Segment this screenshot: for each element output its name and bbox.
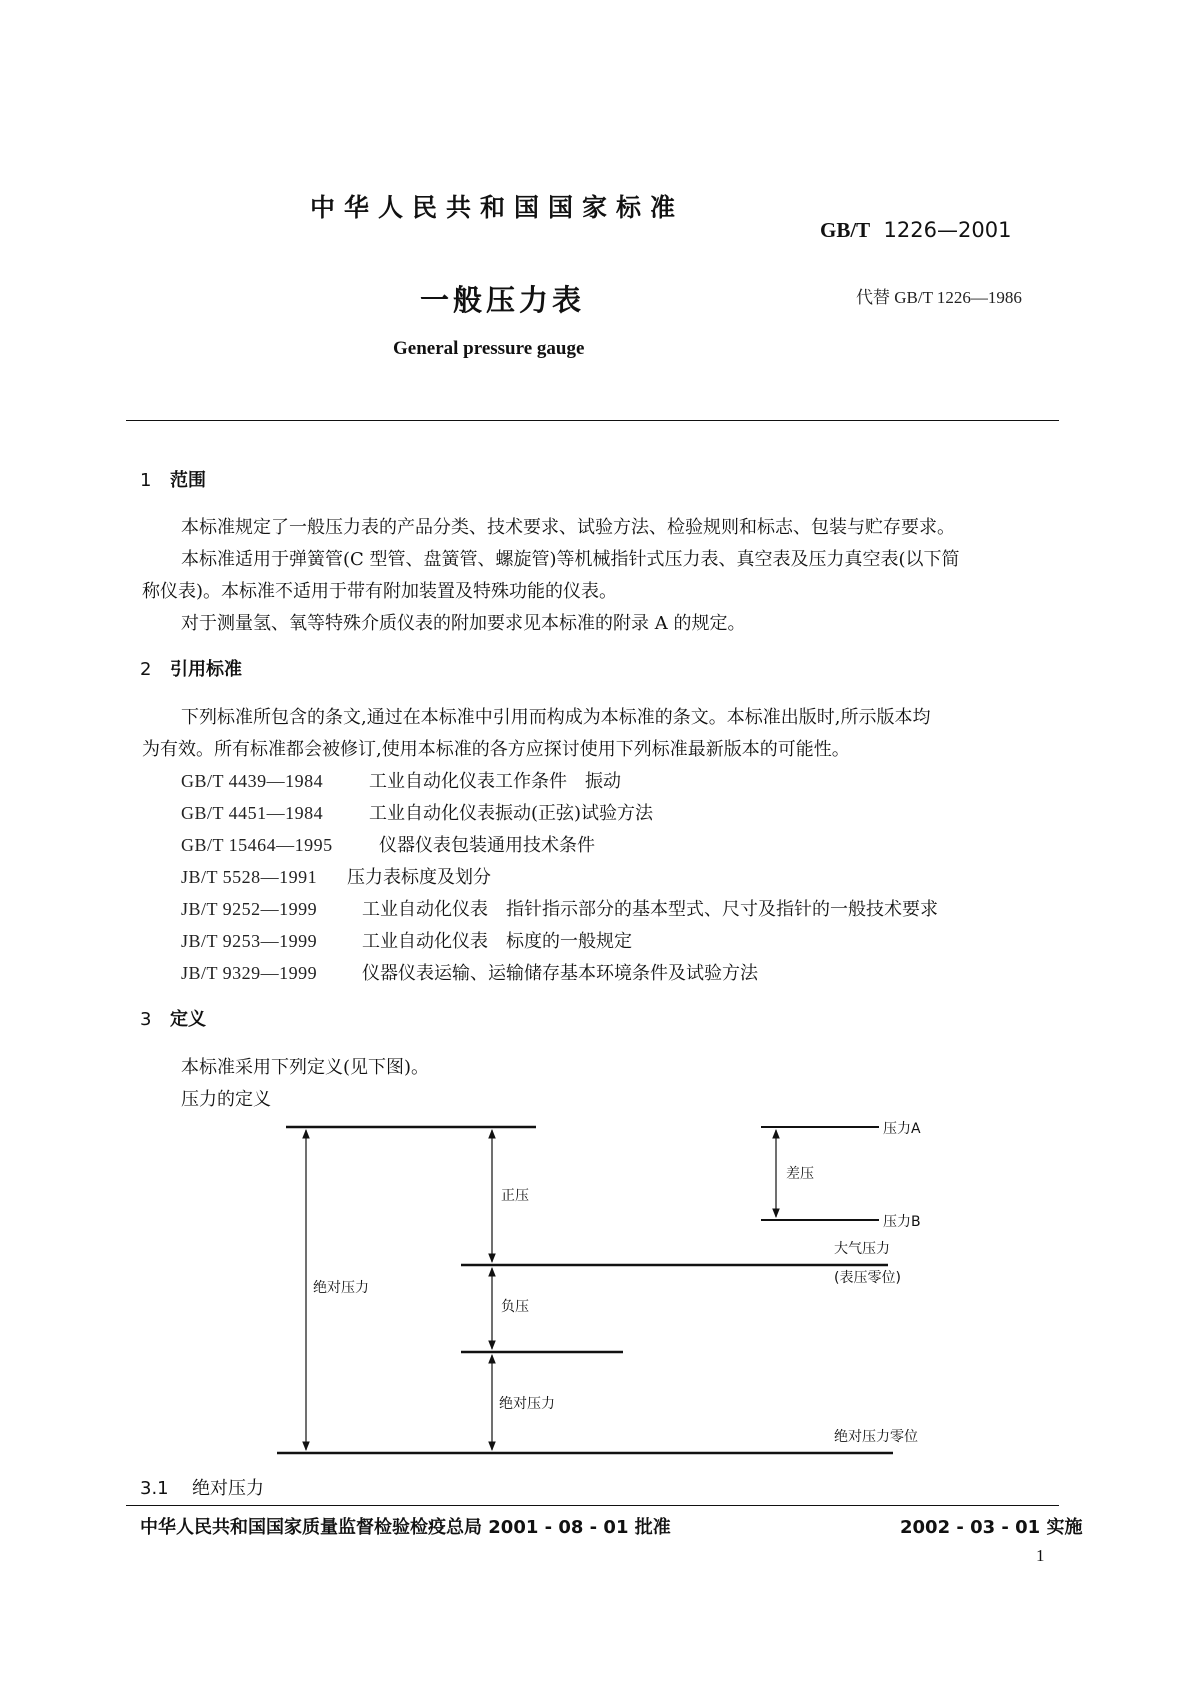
standard-code-number: 1226—2001 (883, 218, 1012, 242)
document-title-english: General pressure gauge (393, 338, 585, 359)
reference-code: GB/T 4451—1984 (181, 803, 324, 823)
reference-title: 工业自动化仪表工作条件 振动 (369, 771, 621, 792)
paragraph: 对于测量氢、氧等特殊介质仪表的附加要求见本标准的附录 A 的规定。 (181, 613, 746, 634)
effective-date: 2002 - 03 - 01 实施 (900, 1517, 1083, 1538)
label-pressure-a: 压力A (883, 1121, 921, 1137)
label-absolute-zero: 绝对压力零位 (834, 1429, 918, 1445)
subsection-heading-3-1 (140, 1474, 264, 1500)
reference-title: 工业自动化仪表 标度的一般规定 (362, 931, 632, 952)
section-title: 定义 (170, 1009, 206, 1030)
label-absolute-pressure-left: 绝对压力 (313, 1280, 369, 1296)
label-negative-pressure: 负压 (501, 1299, 529, 1315)
approval-line: 中华人民共和国国家质量监督检验检疫总局 2001 - 08 - 01 批准 (140, 1517, 671, 1538)
reference-title: 仪器仪表包装通用技术条件 (379, 835, 595, 856)
subsection-number: 3.1 (140, 1478, 169, 1499)
reference-code: JB/T 5528—1991 (181, 867, 318, 887)
paragraph: 下列标准所包含的条文,通过在本标准中引用而构成为本标准的条文。本标准出版时,所示版本均 (181, 707, 931, 728)
page-number: 1 (1036, 1546, 1045, 1565)
subsection-title: 绝对压力 (192, 1478, 264, 1499)
replaces-note: 代替 GB/T 1226—1986 (856, 288, 1022, 307)
label-differential-pressure: 差压 (786, 1166, 814, 1182)
section-title: 引用标准 (170, 659, 242, 680)
reference-code: JB/T 9253—1999 (181, 931, 318, 951)
section-number: 1 (140, 470, 152, 491)
figure-caption: 压力的定义 (181, 1089, 271, 1110)
section-number: 2 (140, 659, 152, 680)
label-atmospheric-pressure: 大气压力 (834, 1241, 890, 1257)
label-pressure-b: 压力B (883, 1214, 921, 1230)
paragraph: 本标准适用于弹簧管(C 型管、盘簧管、螺旋管)等机械指针式压力表、真空表及压力真空表(以下简 (181, 549, 960, 570)
reference-title: 仪器仪表运输、运输储存基本环境条件及试验方法 (362, 963, 758, 984)
reference-title: 工业自动化仪表振动(正弦)试验方法 (369, 803, 654, 824)
footer-rule (126, 1505, 1059, 1506)
paragraph: 本标准规定了一般压力表的产品分类、技术要求、试验方法、检验规则和标志、包装与贮存要求。 (181, 517, 955, 538)
standard-code-prefix: GB/T (820, 218, 871, 242)
section-title: 范围 (170, 470, 206, 491)
label-absolute-pressure-mid: 绝对压力 (499, 1396, 555, 1412)
reference-code: GB/T 4439—1984 (181, 771, 324, 791)
document-title: 一般压力表 (420, 283, 586, 317)
reference-title: 工业自动化仪表 指针指示部分的基本型式、尺寸及指针的一般技术要求 (362, 899, 938, 920)
label-gauge-zero: (表压零位) (834, 1270, 901, 1286)
paragraph-continuation: 为有效。所有标准都会被修订,使用本标准的各方应探讨使用下列标准最新版本的可能性。 (142, 739, 850, 760)
issuing-body-title: 中华人民共和国国家标准 (310, 193, 685, 222)
paragraph-continuation: 称仪表)。本标准不适用于带有附加装置及特殊功能的仪表。 (142, 581, 618, 602)
reference-code: JB/T 9329—1999 (181, 963, 318, 983)
label-positive-pressure: 正压 (501, 1188, 529, 1204)
paragraph: 本标准采用下列定义(见下图)。 (181, 1057, 430, 1078)
reference-title: 压力表标度及划分 (347, 867, 491, 888)
reference-code: GB/T 15464—1995 (181, 835, 333, 855)
reference-code: JB/T 9252—1999 (181, 899, 318, 919)
section-number: 3 (140, 1009, 152, 1030)
